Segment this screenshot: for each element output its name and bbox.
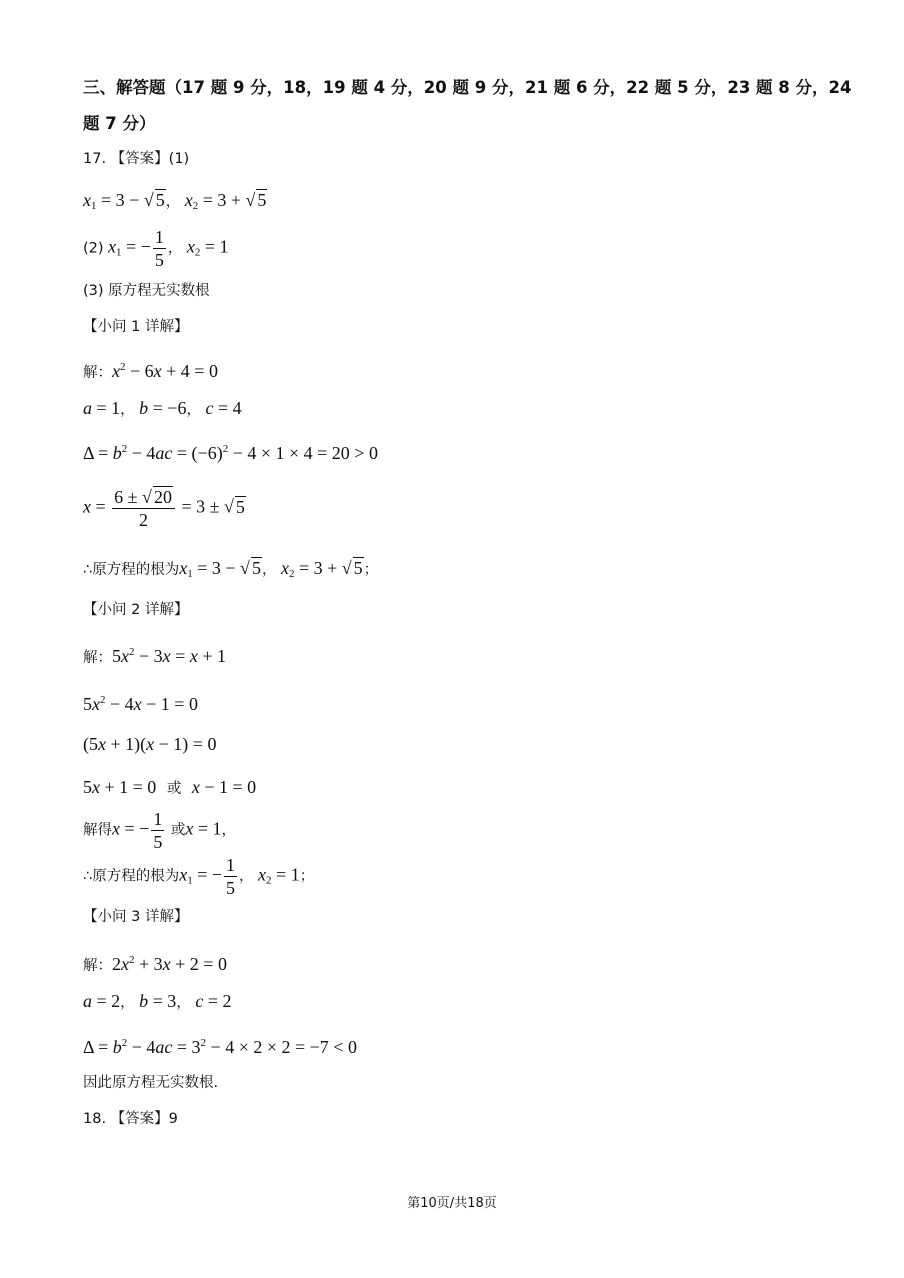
section-heading: 三、解答题（17 题 9 分，18，19 题 4 分，20 题 9 分，21 题 6 分，22 题 5 分，23 题 8 分，24	[83, 78, 852, 97]
sub3-coefficients: a = 2， b = 3， c = 2	[83, 991, 232, 1011]
sub1-coefficients: a = 1， b = −6， c = 4	[83, 398, 242, 418]
section-heading-continued: 题 7 分）	[83, 114, 156, 133]
q17-answer-label: 17. 【答案】(1)	[83, 151, 190, 167]
answer-2-roots: (2) $x_1$ = − $\frac{1}{5}$ ， $x_2 = 1$	[83, 227, 229, 270]
sub2-standard-form: $5x^2 - 4x - 1 = 0$	[83, 694, 198, 714]
sub3-equation: 解：$2x^2 + 3x + 2 = 0$	[83, 954, 227, 974]
answer-1-roots: $x_1 = 3$ − √ 5， $x_2 = 3$ + √ 5	[83, 190, 267, 212]
sub3-conclusion: 因此原方程无实数根.	[83, 1075, 219, 1091]
q18-answer-label: 18. 【答案】9	[83, 1111, 178, 1127]
sub2-factored: (5x + 1)(x − 1) = 0	[83, 734, 217, 754]
sub1-title: 【小问 1 详解】	[83, 319, 189, 335]
sub2-cases: 5x + 1 = 0 或 x − 1 = 0	[83, 777, 257, 797]
sub1-roots: ∴原方程的根为$x_1 = 3$ − √ 5， $x_2 = 3$ + √ 5；	[83, 558, 379, 580]
sub1-equation: 解：$x^2 - 6x + 4 = 0$	[83, 361, 218, 381]
answer-3: (3) 原方程无实数根	[83, 283, 210, 299]
sub2-roots: ∴原方程的根为$x_1$ = − $\frac{1}{5}$ ， $x_2 = 1$；	[83, 855, 315, 898]
sub2-equation: 解：$5x^2 - 3x = x + 1$	[83, 646, 226, 666]
sub2-title: 【小问 2 详解】	[83, 602, 189, 618]
sub1-formula: x = $\frac{6 \pm √ 20}{2}$ = 3 ± √ 5	[83, 487, 245, 530]
sub2-solutions: 解得x = − $\frac{1}{5}$ 或x = 1，	[83, 809, 236, 852]
sub3-title: 【小问 3 详解】	[83, 909, 189, 925]
sub1-discriminant: $\Delta = b^2 - 4ac = (-6)^2 - 4 \times 1 \times 4 = 20 > 0$	[83, 443, 378, 463]
page-number: 第10页/共18页	[407, 1196, 497, 1211]
sub3-discriminant: $\Delta = b^2 - 4ac = 3^2 - 4 \times 2 \times 2 = -7 < 0$	[83, 1037, 357, 1057]
